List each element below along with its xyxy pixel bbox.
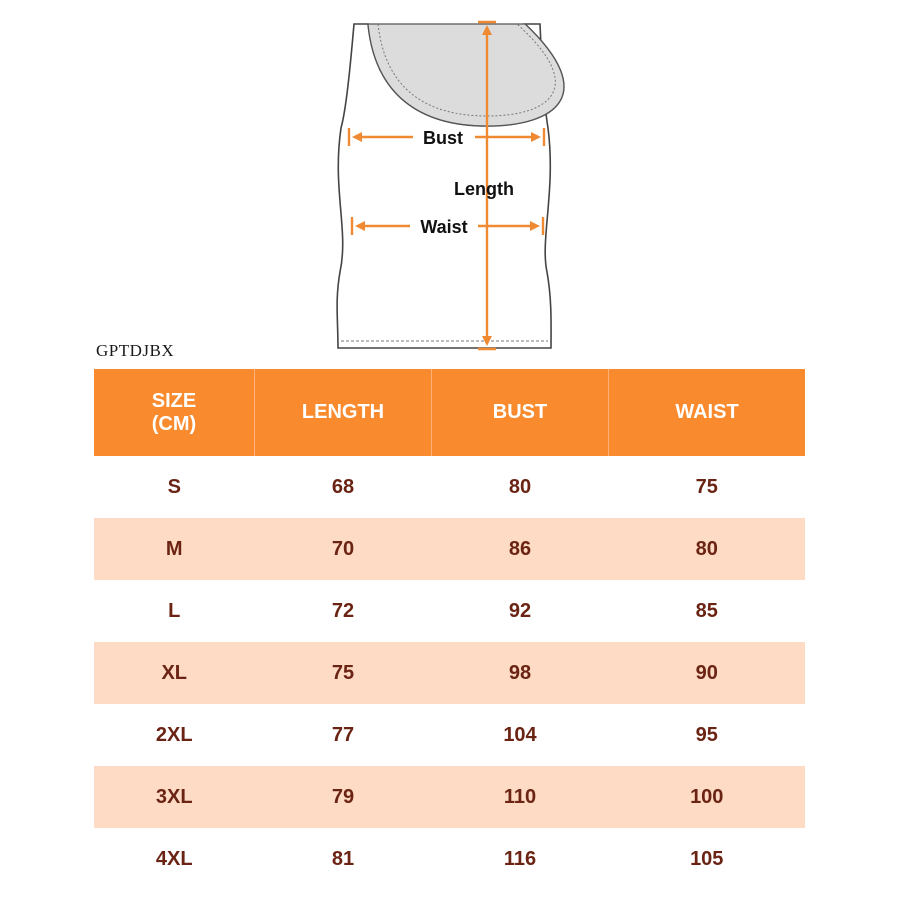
header-bust-label: BUST bbox=[492, 401, 548, 423]
table-row bbox=[94, 704, 805, 766]
header-length-label: LENGTH bbox=[301, 401, 385, 423]
cell-bust: 116 bbox=[432, 828, 609, 890]
cell-waist: 75 bbox=[609, 456, 806, 518]
cell-size: S bbox=[94, 456, 255, 518]
cell-size: XL bbox=[94, 642, 255, 704]
cell-length: 72 bbox=[255, 580, 432, 642]
cell-bust: 86 bbox=[432, 518, 609, 580]
cell-waist: 95 bbox=[609, 704, 806, 766]
cell-bust: 80 bbox=[432, 456, 609, 518]
cell-length: 68 bbox=[255, 456, 432, 518]
cell-length: 70 bbox=[255, 518, 432, 580]
table-row bbox=[94, 518, 805, 580]
table-row bbox=[94, 642, 805, 704]
header-length bbox=[255, 369, 432, 456]
cell-waist: 85 bbox=[609, 580, 806, 642]
table-row bbox=[94, 580, 805, 642]
header-waist bbox=[609, 369, 806, 456]
cell-size: 4XL bbox=[94, 828, 255, 890]
cell-waist: 105 bbox=[609, 828, 806, 890]
cell-size: M bbox=[94, 518, 255, 580]
cell-size: 2XL bbox=[94, 704, 255, 766]
table-row bbox=[94, 766, 805, 828]
brand-name: GPTDJBX bbox=[96, 341, 175, 360]
cell-bust: 104 bbox=[432, 704, 609, 766]
cell-length: 81 bbox=[255, 828, 432, 890]
table-header-row bbox=[94, 369, 805, 456]
cell-waist: 80 bbox=[609, 518, 806, 580]
cell-bust: 92 bbox=[432, 580, 609, 642]
header-waist-label: WAIST bbox=[675, 401, 739, 423]
header-size-label: SIZE (CM) bbox=[151, 389, 197, 435]
table-row bbox=[94, 828, 805, 890]
cell-waist: 90 bbox=[609, 642, 806, 704]
cell-length: 79 bbox=[255, 766, 432, 828]
length-label: Length bbox=[454, 179, 514, 199]
cell-length: 77 bbox=[255, 704, 432, 766]
cell-waist: 100 bbox=[609, 766, 806, 828]
header-bust bbox=[432, 369, 609, 456]
size-chart-table bbox=[94, 369, 805, 890]
bust-label: Bust bbox=[423, 128, 463, 148]
cell-length: 75 bbox=[255, 642, 432, 704]
table-row bbox=[94, 456, 805, 518]
cell-bust: 110 bbox=[432, 766, 609, 828]
cell-size: L bbox=[94, 580, 255, 642]
header-size bbox=[94, 369, 255, 456]
tank-top-measurement-diagram bbox=[0, 0, 900, 360]
cell-bust: 98 bbox=[432, 642, 609, 704]
cell-size: 3XL bbox=[94, 766, 255, 828]
waist-label: Waist bbox=[420, 217, 468, 237]
